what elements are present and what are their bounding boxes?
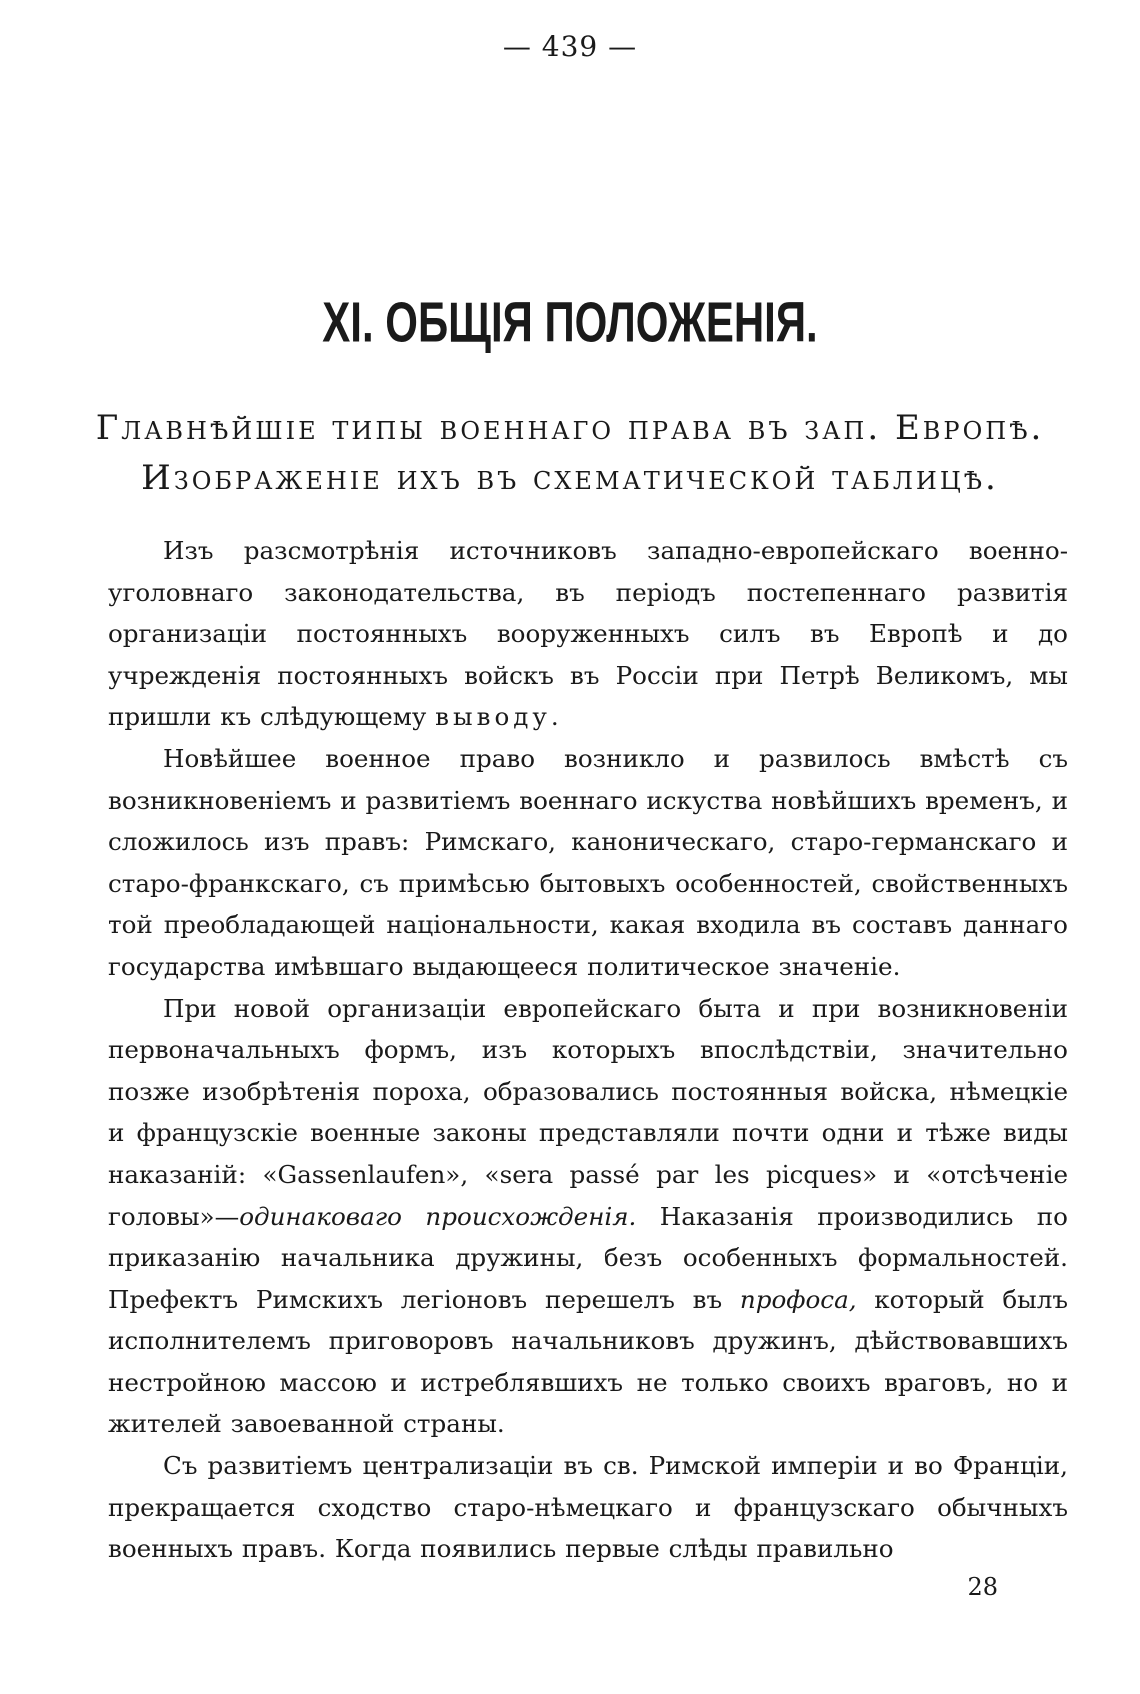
signature-mark: 28 — [967, 1573, 998, 1601]
body-text — [108, 530, 1068, 1570]
paragraph-3-italic-2: профоса, — [739, 1284, 857, 1314]
paragraph-3-italic-1: одинаковаго происхожденія. — [239, 1201, 637, 1231]
chapter-title: XI. ОБЩІЯ ПОЛОЖЕНІЯ. — [322, 290, 818, 354]
paragraph-1-text: Изъ разсмотрѣнія источниковъ западно-европейскаго военно-уголовнаго законодательства, въ періодъ постепеннаго развитія организаціи постоянныхъ вооруженныхъ силъ въ Европѣ и до учрежденія постоянныхъ войскъ въ Россіи при Петрѣ Великомъ, мы пришли къ слѣдующему — [108, 536, 1068, 732]
page-number: — 439 — — [502, 30, 638, 63]
subtitle-line-1: Главнѣйшіе типы военнаго права въ зап. Европѣ. — [95, 408, 1045, 448]
paragraph-3-part-b: Наказанія производились по приказанію начальника дружины, безъ особенныхъ формальностей. Префектъ Римскихъ легіоновъ перешелъ въ — [108, 1201, 1068, 1314]
paragraph-3-part-a: При новой организаціи европейскаго быта и при возникновеніи первоначальныхъ формъ, изъ которыхъ впослѣдствіи, значительно позже изобрѣтенія пороха, образовались постоянныя войска, нѣмецкіе и французскіе военные законы представляли почти одни и тѣже виды наказаній: «Gassenlaufen», «sera passé par les picques» и «отсѣченіе головы»— — [108, 993, 1068, 1231]
paragraph-1-spaced: выводу. — [435, 702, 563, 732]
paragraph-3-part-c: который былъ исполнителемъ приговоровъ начальниковъ дружинъ, дѣйствовавшихъ нестройною массою и истреблявшихъ не только своихъ враговъ, но и жителей завоеванной страны. — [108, 1284, 1068, 1439]
paragraph-4: Съ развитіемъ централизаціи въ св. Римской имперіи и во Франціи, прекращается сходство старо-нѣмецкаго и французскаго обычныхъ военныхъ правъ. Когда появились первые слѣды правильно — [108, 1451, 1068, 1564]
paragraph-3 — [108, 988, 1068, 1446]
paragraph-1 — [108, 530, 1068, 738]
paragraph-2: Новѣйшее военное право возникло и развилось вмѣстѣ съ возникновеніемъ и развитіемъ военнаго искуства новѣйшихъ временъ, и сложилось изъ правъ: Римскаго, каноническаго, старо-германскаго и старо-франкскаго, съ примѣсью бытовыхъ особенностей, свойственныхъ той преобладающей національности, какая входила въ составъ даннаго государства имѣвшаго выдающееся политическое значеніе. — [108, 743, 1068, 981]
subtitle-line-2: Изображеніе ихъ въ схематической таблицѣ. — [141, 458, 999, 498]
